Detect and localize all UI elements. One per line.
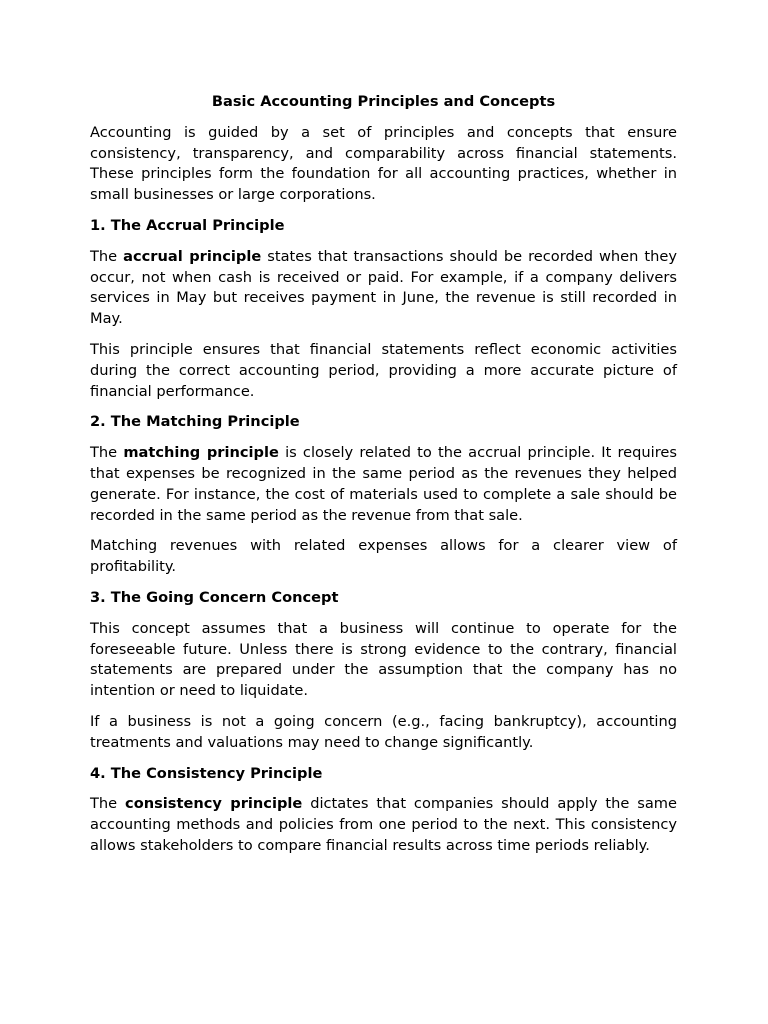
text-run: is closely related to the accrual principle. It requires that expenses be recognized in the same period as the revenues they helped generate. For instance, the cost of materials used to complete a sale should be recorded in the same period as the revenue from that sale. xyxy=(90,444,677,524)
text-run: The xyxy=(90,795,126,813)
going-concern-paragraph-2: If a business is not a going concern (e.g., facing bankruptcy), accounting treatments and valuations may need to change significantly. xyxy=(90,712,677,751)
consistency-principle-term: consistency principle xyxy=(125,795,303,813)
accrual-paragraph-2: This principle ensures that financial statements reflect economic activities during the correct accounting period, providing a more accurate picture of financial performance. xyxy=(90,340,677,400)
section-heading-accrual: 1. The Accrual Principle xyxy=(90,216,285,234)
text-run: The xyxy=(90,247,124,265)
consistency-paragraph-1 xyxy=(90,794,677,856)
document-title: Basic Accounting Principles and Concepts xyxy=(211,93,556,110)
section-heading-matching: 2. The Matching Principle xyxy=(90,413,300,431)
accrual-paragraph-1 xyxy=(90,247,677,330)
going-concern-paragraph-1: This concept assumes that a business will continue to operate for the foreseeable future. Unless there is strong evidence to the contrary, financial statements are prepared under the assumption that the company has no intention or need to liquidate. xyxy=(90,619,677,700)
section-heading-consistency: 4. The Consistency Principle xyxy=(90,764,323,782)
intro-paragraph: Accounting is guided by a set of principles and concepts that ensure consistency, transparency, and comparability across financial statements. These principles form the foundation for all accounting practices, whether in small businesses or large corporations. xyxy=(90,123,677,204)
matching-principle-term: matching principle xyxy=(123,444,279,462)
accrual-principle-term: accrual principle xyxy=(123,247,262,265)
text-run: The xyxy=(90,444,124,462)
text-run: states that transactions should be recorded when they occur, not when cash is received or paid. For example, if a company delivers services in May but receives payment in June, the revenue is still recorded in May. xyxy=(90,247,677,328)
text-run: dictates that companies should apply the same accounting methods and policies from one period to the next. This consistency allows stakeholders to compare financial results across time periods reliably. xyxy=(90,795,677,854)
document-page xyxy=(90,92,677,867)
matching-paragraph-1 xyxy=(90,443,677,526)
matching-paragraph-2: Matching revenues with related expenses allows for a clearer view of profitability. xyxy=(90,537,677,576)
section-heading-going-concern: 3. The Going Concern Concept xyxy=(90,588,339,606)
